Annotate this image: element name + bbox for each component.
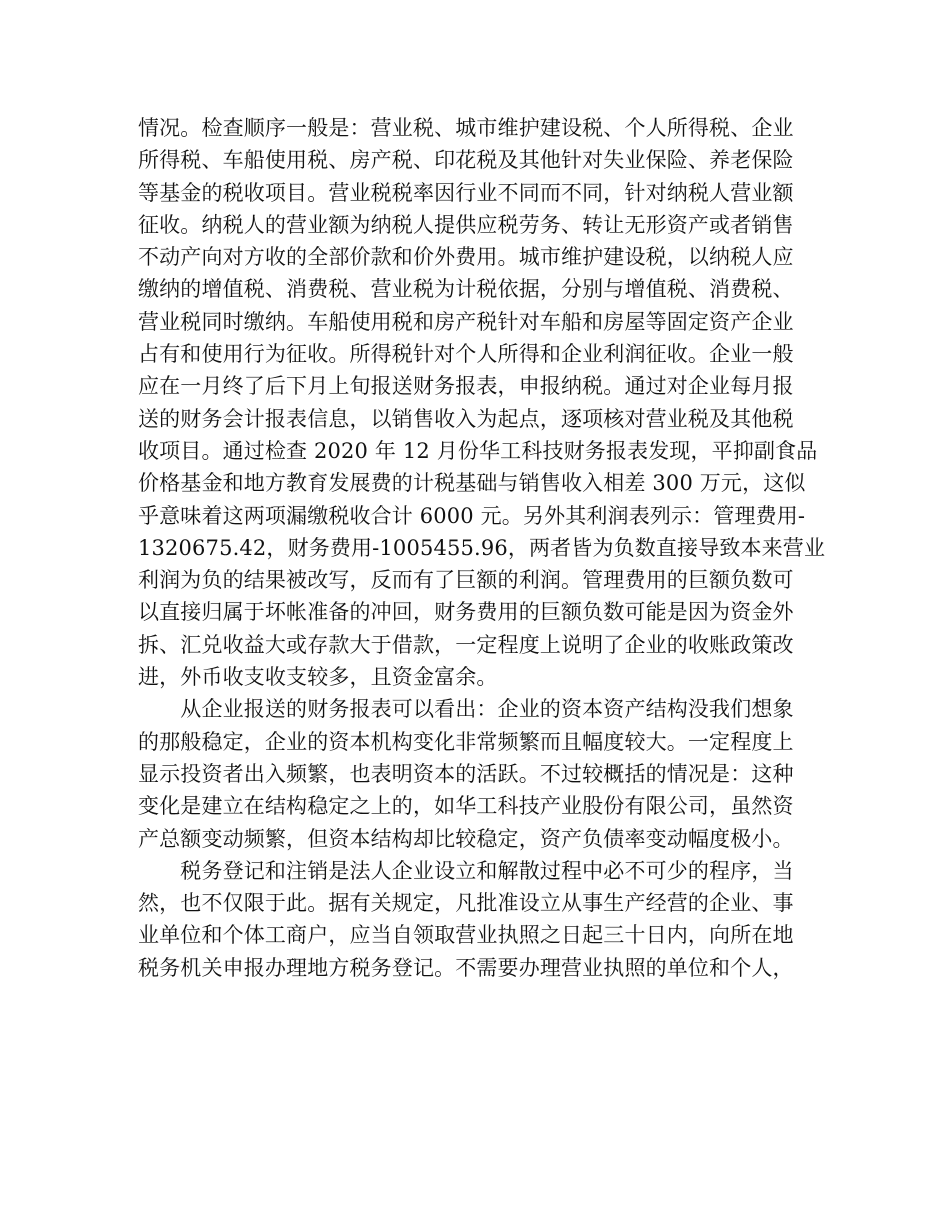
text-line: 送的财务会计报表信息，以销售收入为起点，逐项核对营业税及其他税 [138, 406, 794, 431]
text-line: 进，外币收支收支较多，且资金富余。 [138, 665, 498, 690]
text-line: 不动产向对方收的全部价款和价外费用。城市维护建设税，以纳税人应 [138, 245, 794, 270]
text-line: 占有和使用行为征收。所得税针对个人所得和企业利润征收。企业一般 [138, 342, 794, 367]
text-line: 应在一月终了后下月上旬报送财务报表，申报纳税。通过对企业每月报 [138, 374, 794, 399]
text-line: 情况。检查顺序一般是：营业税、城市维护建设税、个人所得税、企业 [138, 116, 794, 140]
text-line: 产总额变动频繁，但资本结构却比较稳定，资产负债率变动幅度极小。 [138, 826, 794, 851]
text-line: 收项目。通过检查 2020 年 12 月份华工科技财务报表发现，平抑副食品 [138, 438, 818, 463]
text-line: 以直接归属于坏帐准备的冲回，财务费用的巨额负数可能是因为资金外 [138, 600, 794, 625]
text-line: 从企业报送的财务报表可以看出：企业的资本资产结构没我们想象 [138, 697, 794, 722]
text-line: 利润为负的结果被改写，反而有了巨额的利润。管理费用的巨额负数可 [138, 568, 794, 593]
text-line: 乎意味着这两项漏缴税收合计 6000 元。另外其利润表列示：管理费用- [138, 503, 806, 528]
text-line: 显示投资者出入频繁，也表明资本的活跃。不过较概括的情况是：这种 [138, 761, 794, 786]
text-line: 征收。纳税人的营业额为纳税人提供应税劳务、转让无形资产或者销售 [138, 212, 794, 237]
text-line: 缴纳的增值税、消费税、营业税为计税依据，分别与增值税、消费税、 [138, 277, 794, 302]
text-line: 业单位和个体工商户，应当自领取营业执照之日起三十日内，向所在地 [138, 923, 794, 948]
text-line: 所得税、车船使用税、房产税、印花税及其他针对失业保险、养老保险 [138, 148, 794, 173]
text-line: 变化是建立在结构稳定之上的，如华工科技产业股份有限公司，虽然资 [138, 794, 794, 819]
text-line: 等基金的税收项目。营业税税率因行业不同而不同，针对纳税人营业额 [138, 180, 794, 205]
document-body [138, 112, 826, 984]
text-line: 税务登记和注销是法人企业设立和解散过程中必不可少的程序，当 [138, 858, 794, 883]
text-line: 然，也不仅限于此。据有关规定，凡批准设立从事生产经营的企业、事 [138, 891, 794, 916]
text-line: 营业税同时缴纳。车船使用税和房产税针对车船和房屋等固定资产企业 [138, 309, 794, 334]
text-line: 1320675.42，财务费用-1005455.96，两者皆为负数直接导致本来营业 [138, 535, 826, 560]
text-line: 的那般稳定，企业的资本机构变化非常频繁而且幅度较大。一定程度上 [138, 729, 794, 754]
text-line: 税务机关申报办理地方税务登记。不需要办理营业执照的单位和个人， [138, 955, 794, 980]
text-line: 拆、汇兑收益大或存款大于借款，一定程度上说明了企业的收账政策改 [138, 632, 794, 657]
text-line: 价格基金和地方教育发展费的计税基础与销售收入相差 300 万元，这似 [138, 471, 806, 496]
